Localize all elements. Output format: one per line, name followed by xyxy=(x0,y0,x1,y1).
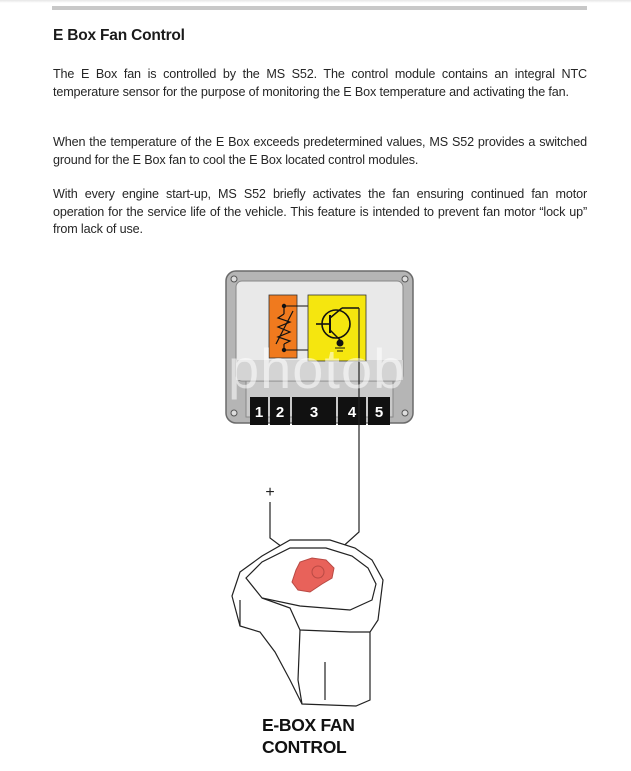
paragraph-3: With every engine start-up, MS S52 briefly activates the fan ensuring continued fan motor operation for the service life of the vehicle. This feature is intended to prevent fan motor “lock up” from lack of use. xyxy=(53,187,587,236)
caption-line-1: E-BOX FAN xyxy=(262,715,355,735)
section-title: E Box Fan Control xyxy=(53,27,185,44)
pin-4-label: 4 xyxy=(347,404,357,421)
pin-1-label: 1 xyxy=(254,404,264,421)
diagram-caption xyxy=(262,714,355,758)
connector xyxy=(250,397,390,425)
pin-3-label: 3 xyxy=(309,404,319,421)
paragraph-2: When the temperature of the E Box exceeds predetermined values, MS S52 provides a switched ground for the E Box fan to cool the E Box located control modules. xyxy=(53,135,587,167)
paragraph-1: The E Box fan is controlled by the MS S52. The control module contains an integral NTC temperature sensor for the purpose of monitoring the E Box temperature and activating the fan. xyxy=(53,67,587,99)
pin-5-label: 5 xyxy=(374,404,384,421)
watermark: photob xyxy=(228,337,406,400)
plus-label: + xyxy=(265,484,275,501)
pin-2-label: 2 xyxy=(275,404,285,421)
caption-line-2: CONTROL xyxy=(262,737,347,757)
